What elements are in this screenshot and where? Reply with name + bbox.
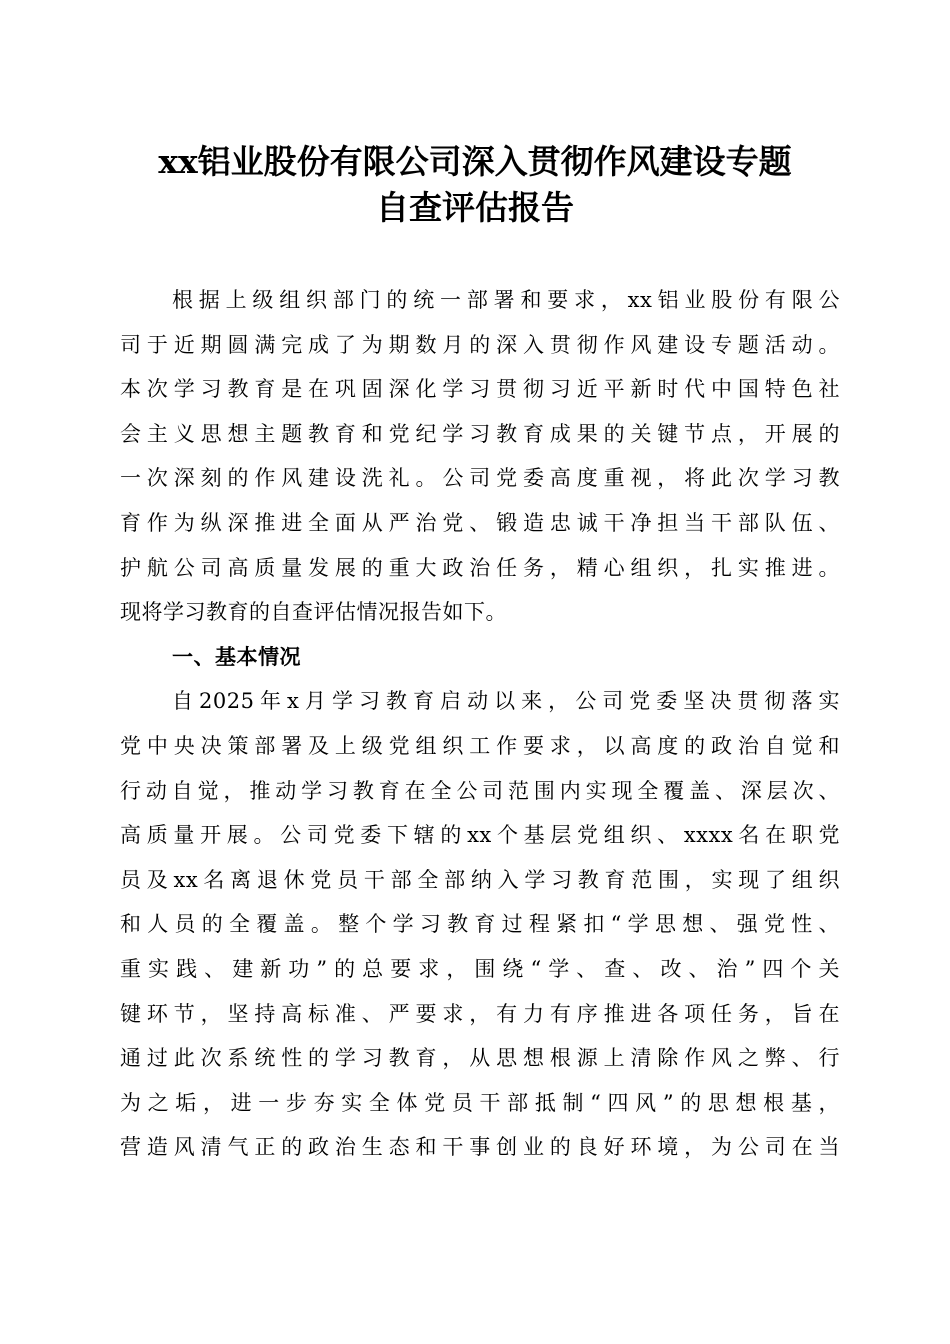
paragraph-2-line: 自2025年x月学习教育启动以来，公司党委坚决贯彻落实 [172, 689, 840, 714]
paragraph-1-line: 会主义思想主题教育和党纪学习教育成果的关键节点，开展的 [120, 421, 840, 446]
paragraph-1-line: 根据上级组织部门的统一部署和要求，xx铝业股份有限公 [172, 288, 840, 312]
paragraph-2-line: 行动自觉，推动学习教育在全公司范围内实现全覆盖、深层次、 [120, 778, 840, 803]
paragraph-1-line: 一次深刻的作风建设洗礼。公司党委高度重视，将此次学习教 [120, 466, 840, 491]
paragraph-1-line: 本次学习教育是在巩固深化学习贯彻习近平新时代中国特色社 [120, 377, 840, 402]
paragraph-2-line: 和人员的全覆盖。整个学习教育过程紧扣“学思想、强党性、 [120, 912, 840, 937]
section-heading-basic-situation: 一、基本情况 [172, 644, 301, 669]
paragraph-2-line: 高质量开展。公司党委下辖的xx个基层党组织、xxxx名在职党 [120, 823, 840, 848]
paragraph-1-line: 护航公司高质量发展的重大政治任务，精心组织，扎实推进。 [120, 555, 840, 580]
paragraph-2-line: 党中央决策部署及上级党组织工作要求，以高度的政治自觉和 [120, 733, 840, 758]
paragraph-2-line: 为之垢，进一步夯实全体党员干部抵制“四风”的思想根基， [120, 1090, 840, 1115]
paragraph-2-line: 通过此次系统性的学习教育，从思想根源上清除作风之弊、行 [120, 1046, 840, 1071]
paragraph-1-line: 现将学习教育的自查评估情况报告如下。 [120, 600, 507, 625]
paragraph-1-line: 育作为纵深推进全面从严治党、锻造忠诚干净担当干部队伍、 [120, 510, 840, 535]
paragraph-1-line: 司于近期圆满完成了为期数月的深入贯彻作风建设专题活动。 [120, 332, 840, 357]
paragraph-2-line: 键环节，坚持高标准、严要求，有力有序推进各项任务，旨在 [120, 1001, 840, 1026]
document-title-line-2: 自查评估报告 [376, 188, 574, 227]
document-title-line-1: xx铝业股份有限公司深入贯彻作风建设专题 [158, 142, 792, 181]
paragraph-2-line: 重实践、建新功”的总要求，围绕“学、查、改、治”四个关 [120, 956, 840, 981]
paragraph-2-line: 营造风清气正的政治生态和干事创业的良好环境，为公司在当 [120, 1135, 840, 1160]
paragraph-2-line: 员及xx名离退休党员干部全部纳入学习教育范围，实现了组织 [120, 867, 840, 892]
document-body [120, 278, 840, 1170]
